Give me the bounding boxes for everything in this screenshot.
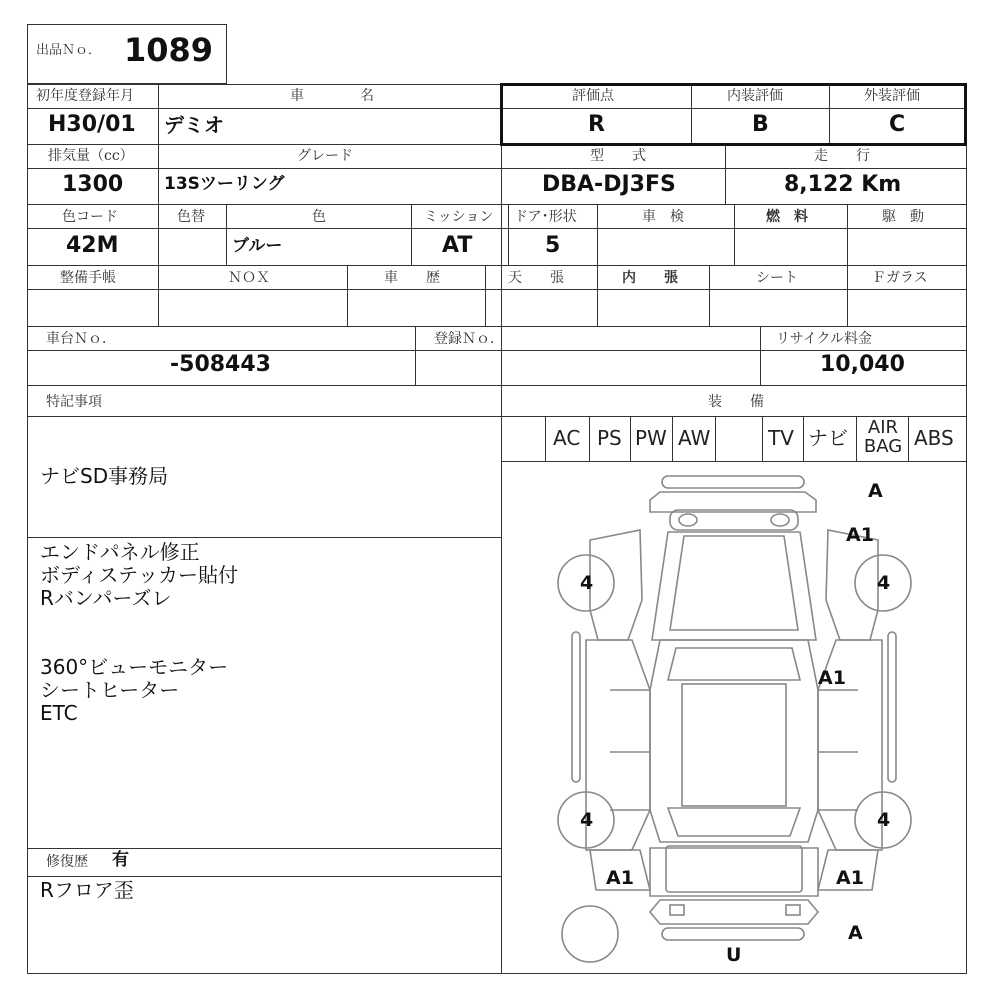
equipment-ps: PS bbox=[597, 426, 622, 450]
color-code-value: 42M bbox=[66, 233, 119, 258]
recycle-label: リサイクル料金 bbox=[776, 331, 873, 347]
interior-label: 内装評価 bbox=[727, 88, 783, 104]
note-block-3-line-1: 360°ビューモニター bbox=[40, 655, 229, 679]
maintenance-label: 整備手帳 bbox=[60, 270, 116, 286]
score-label: 評価点 bbox=[572, 88, 614, 104]
drive-label: 駆 動 bbox=[882, 209, 924, 225]
interior-value: B bbox=[752, 112, 769, 137]
door-value: 5 bbox=[545, 233, 561, 258]
damage-rear-right-a1: A1 bbox=[836, 867, 864, 889]
transmission-value: AT bbox=[442, 233, 473, 258]
inspection-label: 車 検 bbox=[642, 209, 684, 225]
model-label: 型 式 bbox=[590, 148, 646, 164]
nox-label: ＮＯＸ bbox=[228, 270, 270, 286]
tire-right-rear: 4 bbox=[877, 809, 891, 831]
first-reg-label: 初年度登録年月 bbox=[36, 88, 134, 104]
exterior-label: 外装評価 bbox=[864, 88, 920, 104]
mileage-label: 走 行 bbox=[814, 148, 870, 164]
glass-label: Ｆガラス bbox=[872, 270, 928, 286]
damage-rear-left-a1: A1 bbox=[606, 867, 634, 889]
repair-label: 修復歴 bbox=[46, 854, 88, 870]
note-block-2-line-2: ボディステッカー貼付 bbox=[40, 563, 238, 587]
damage-right-side-a1: A1 bbox=[818, 667, 846, 689]
door-label: ドア･形状 bbox=[514, 209, 577, 225]
equipment-aw: AW bbox=[678, 426, 711, 450]
damage-front-right-a1: A1 bbox=[846, 524, 874, 546]
note-block-2-line-3: Rバンパーズレ bbox=[40, 586, 172, 610]
equipment-label: 装 備 bbox=[708, 394, 764, 410]
tire-right-front: 4 bbox=[877, 572, 891, 594]
car-name-value: デミオ bbox=[164, 113, 224, 137]
equipment-airbag: AIR BAG bbox=[863, 417, 903, 457]
tire-left-rear: 4 bbox=[580, 809, 594, 831]
mileage-value: 8,122 Km bbox=[784, 172, 902, 197]
lot-number: 1089 bbox=[124, 31, 214, 69]
special-label: 特記事項 bbox=[46, 394, 102, 410]
lot-label: 出品Ｎｏ． bbox=[36, 43, 102, 58]
fuel-label: 燃 料 bbox=[766, 209, 808, 225]
roof-label: 天 張 bbox=[508, 270, 564, 286]
transmission-label: ミッション bbox=[424, 209, 494, 225]
color-value: ブルー bbox=[232, 236, 283, 256]
damage-front-a: A bbox=[868, 480, 883, 502]
displacement-value: 1300 bbox=[62, 172, 124, 197]
note-block-1-line-1: ナビSD事務局 bbox=[40, 464, 169, 488]
car-name-label: 車 名 bbox=[290, 88, 374, 104]
seat-label: シート bbox=[756, 270, 798, 286]
exterior-value: C bbox=[889, 112, 906, 137]
displacement-label: 排気量（cc） bbox=[48, 148, 134, 164]
equipment-abs: ABS bbox=[914, 426, 954, 450]
grade-value: 13Sツーリング bbox=[164, 174, 285, 194]
damage-rear-a: A bbox=[848, 922, 863, 944]
chassis-label: 車台Ｎｏ． bbox=[46, 331, 116, 347]
interior-trim-label: 内 張 bbox=[622, 270, 678, 286]
note-block-3-line-2: シートヒーター bbox=[40, 678, 180, 702]
history-label: 車 歴 bbox=[384, 270, 440, 286]
model-value: DBA-DJ3FS bbox=[542, 172, 676, 197]
repair-value: 有 bbox=[112, 850, 129, 870]
color-change-label: 色替 bbox=[177, 209, 205, 225]
equipment-tv: TV bbox=[768, 426, 794, 450]
registration-label: 登録Ｎｏ． bbox=[434, 331, 504, 347]
damage-rear-u: U bbox=[726, 944, 742, 966]
car-diagram bbox=[558, 476, 911, 962]
tire-left-front: 4 bbox=[580, 572, 594, 594]
color-code-label: 色コード bbox=[62, 209, 118, 225]
recycle-value: 10,040 bbox=[820, 352, 905, 377]
equipment-ac: AC bbox=[553, 426, 581, 450]
score-value: R bbox=[588, 112, 605, 137]
chassis-value: -508443 bbox=[170, 352, 271, 377]
equipment-navi: ナビ bbox=[808, 426, 848, 450]
note-block-2-line-1: エンドパネル修正 bbox=[40, 540, 200, 564]
color-label: 色 bbox=[312, 209, 326, 225]
first-reg-value: H30/01 bbox=[48, 112, 136, 137]
grade-label: グレード bbox=[297, 148, 353, 164]
equipment-pw: PW bbox=[635, 426, 667, 450]
note-block-3-line-3: ETC bbox=[40, 701, 78, 725]
repair-note: Rフロア歪 bbox=[40, 878, 134, 902]
